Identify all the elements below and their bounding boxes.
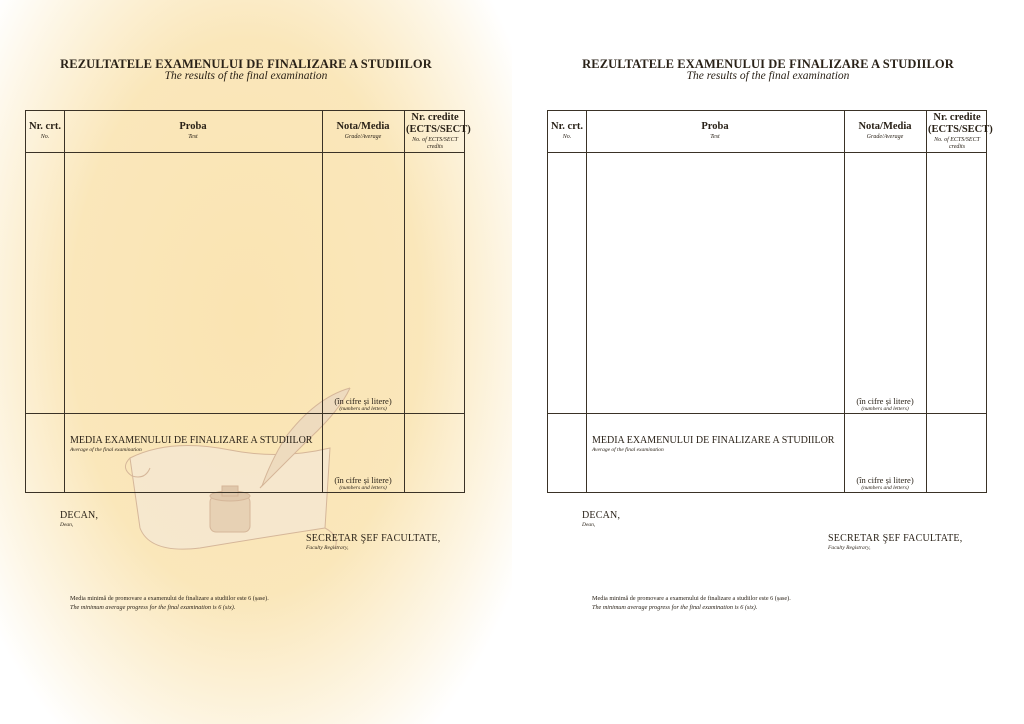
col-header-no: Nr. crt. No.: [29, 121, 61, 140]
page-title: REZULTATELE EXAMENULUI DE FINALIZARE A STUDIILOR: [60, 57, 432, 71]
average-note: (în cifre și litere) (numbers and letters): [334, 475, 392, 491]
page-title: REZULTATELE EXAMENULUI DE FINALIZARE A STUDIILOR: [582, 57, 954, 71]
page-subtitle: The results of the final examination: [686, 70, 850, 82]
final-average-label: MEDIA EXAMENULUI DE FINALIZARE A STUDIILOR Average of the final examination: [592, 435, 835, 453]
registrar-signature-label: SECRETAR ŞEF FACULTATE, Faculty Registrary,: [828, 533, 963, 551]
final-average-label: MEDIA EXAMENULUI DE FINALIZARE A STUDIILOR Average of the final examination: [70, 435, 313, 453]
col-header-no: Nr. crt. No.: [551, 121, 583, 140]
col-header-grade: Nota/Media Grade/Average: [336, 121, 390, 140]
grade-note: (în cifre și litere) (numbers and letters): [856, 396, 914, 412]
col-header-test: Proba Test: [701, 121, 729, 140]
col-header-grade: Nota/Media Grade/Average: [858, 121, 912, 140]
footnote: Media minimă de promovare a examenului de finalizare a studiilor este 6 (șase). The minimum average progress for the final examination is 6 (six).: [592, 595, 791, 611]
footnote: Media minimă de promovare a examenului de finalizare a studiilor este 6 (șase). The minimum average progress for the final examination is 6 (six).: [70, 595, 269, 611]
dean-signature-label: DECAN, Dean,: [60, 510, 99, 528]
results-table: [547, 110, 993, 493]
registrar-signature-label: SECRETAR ŞEF FACULTATE, Faculty Registrary,: [306, 533, 441, 551]
page-subtitle: The results of the final examination: [164, 70, 328, 82]
average-note: (în cifre și litere) (numbers and letters): [856, 475, 914, 491]
results-table: [25, 110, 471, 493]
col-header-test: Proba Test: [179, 121, 207, 140]
results-page-right: [512, 0, 1024, 724]
dean-signature-label: DECAN, Dean,: [582, 510, 621, 528]
col-header-credits: Nr. credite (ECTS/SECT) No. of ECTS/SECT credits: [406, 112, 471, 150]
col-header-credits: Nr. credite (ECTS/SECT) No. of ECTS/SECT credits: [928, 112, 993, 150]
grade-note: (în cifre și litere) (numbers and letters): [334, 396, 392, 412]
